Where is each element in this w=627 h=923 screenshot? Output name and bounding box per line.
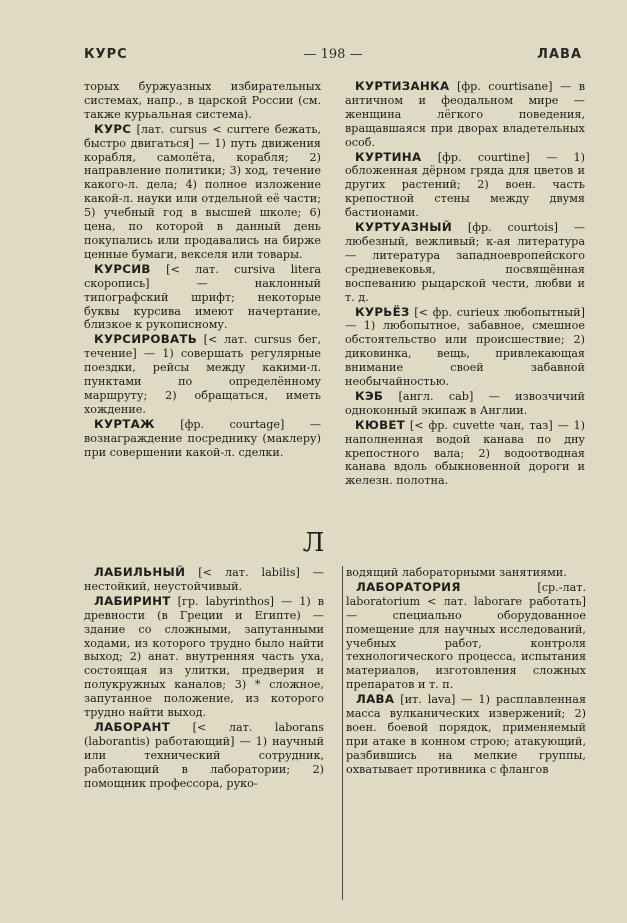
entry-headword: ЛАВА: [356, 692, 395, 707]
dictionary-entry: [345, 390, 585, 418]
dictionary-entry: [84, 123, 321, 262]
dictionary-entry: [84, 418, 321, 460]
dictionary-entry: [84, 595, 324, 720]
entry-headword: КУРТИНА: [355, 149, 422, 164]
entry-definition: [< фр. curieux любопытный] — 1) любопытное, забавное, смешное обстоятельство или происшествие; 2) диковинка, вещь, привлекающая внимание своей забавной необычайностью.: [345, 305, 586, 389]
entry-definition: [< лат. cursus бег, течение] — 1) совершать регулярные поездки, рейсы между какими-л. пунктами по определённому маршруту; 2) обращаться, иметь хождение.: [84, 333, 321, 416]
entry-definition: [< лат. cursiva litera скоропись] — наклонный типографский шрифт; некоторые буквы курсива имеют начертание, близкое к рукописному.: [84, 262, 321, 332]
entry-headword: ЛАБИЛЬНЫЙ: [94, 565, 186, 579]
entry-definition: [фр. courtine] — 1) обложенная дёрном гряда для цветов и других растений; 2) воен. часть крепостной стены между двумя бастионами.: [345, 150, 585, 220]
entry-headword: КУРСИРОВАТЬ: [94, 332, 198, 347]
running-header: [84, 47, 582, 67]
entry-headword: КУРЬЁЗ: [355, 304, 410, 319]
entry-definition: [гр. labyrinthos] — 1) в древности (в Греции и Египте) — здание со сложными, запутанными ходами, из которого трудно было найти выход; 2) анат. внутренняя часть уха, состоящая из улитки, предверия и полукружных каналов; 3) * сложное, запутанное положение, из которого трудно найти выход.: [84, 594, 324, 720]
dictionary-entry: [84, 80, 321, 122]
dictionary-entry: [84, 333, 321, 416]
entry-headword: КУРТУАЗНЫЙ: [355, 220, 453, 235]
entry-headword: КЮВЕТ: [355, 417, 406, 432]
page-number: — 198 —: [303, 47, 363, 62]
entry-definition: торых буржуазных избирательных системах, напр., в царской России (см. также курьальная система).: [84, 80, 321, 121]
dictionary-entry: [345, 80, 585, 150]
column-lower-left: [84, 566, 324, 792]
entry-headword: КУРСИВ: [94, 261, 151, 276]
entry-definition: [< лат. laborans (laborantis) работающий] — 1) научный или технический сотрудник, работающий в лаборатории; 2) помощник профессора, руко-: [84, 720, 324, 790]
column-lower-right: [346, 566, 586, 778]
entry-definition: [лат. cursus < currere бежать, быстро двигаться] — 1) путь движения корабля, самолёта, корабля; 2) направление политики; 3) ход, течение какого-л. дела; 4) полное изложение какой-л. науки или отдельной её части; 5) учебный год в высшей школе; 6) цена, по которой в данный день покупались или продавались на бирже ценные бумаги, векселя или товары.: [84, 122, 321, 261]
entry-headword: КЭБ: [355, 388, 384, 403]
column-upper-left: [84, 80, 321, 460]
column-upper-right: [345, 80, 585, 489]
dictionary-entry: [345, 306, 585, 389]
entry-headword: ЛАБИРИНТ: [94, 593, 171, 608]
entry-definition: водящий лабораторными занятиями.: [346, 566, 567, 579]
entry-headword: КУРТИЗАНКА: [355, 79, 450, 93]
dictionary-entry: [84, 263, 321, 333]
entry-headword: ЛАБОРАНТ: [94, 719, 171, 734]
entry-headword: ЛАБОРАТОРИЯ: [356, 579, 461, 594]
entry-definition: [фр. courtage] — вознаграждение посреднику (маклеру) при совершении какой-л. сделки.: [84, 417, 321, 459]
entry-definition: [< фр. cuvette чан, таз] — 1) наполненная водой канава по дну крепостного вала; 2) водоотводная канава вдоль обыкновенной дороги и железн. полотна.: [345, 418, 586, 488]
dictionary-entry: [346, 581, 586, 692]
dictionary-entry: [346, 566, 586, 580]
column-divider: [342, 566, 343, 900]
entry-definition: [ит. lava] — 1) расплавленная масса вулканических извержений; 2) воен. боевой порядок, применяемый при атаке в конном строю; атакующий, разбившись на мелкие группы, охватывает противника с флангов: [346, 693, 586, 776]
header-first-word: КУРС: [84, 47, 128, 62]
entry-definition: [фр. courtisane] — в античном и феодальном мире — женщина лёгкого поведения, вращавшаяся при дворах владетельных особ.: [345, 80, 585, 149]
entry-headword: КУРТАЖ: [94, 416, 155, 431]
entry-definition: [ср.-лат. laboratorium < лат. laborare работать] — специально оборудованное помещение для научных исследований, учебных работ, контроля технологического процесса, испытания материалов, изготовления сложных препаратов и т. п.: [346, 580, 586, 692]
entry-definition: [англ. cab] — извозчичий одноконный экипаж в Англии.: [345, 389, 585, 417]
header-last-word: ЛАВА: [537, 47, 582, 62]
dictionary-entry: [84, 721, 324, 791]
dictionary-entry: [345, 151, 585, 221]
dictionary-entry: [345, 419, 585, 489]
dictionary-entry: [345, 221, 585, 304]
section-letter: Л: [302, 528, 325, 558]
dictionary-entry: [84, 566, 324, 594]
entry-definition: [< лат. labilis] — нестойкий, неустойчивый.: [84, 566, 324, 593]
entry-definition: [фр. courtois] — любезный, вежливый; к-ая литература — литература западноевропейского средневековья, посвящённая воспеванию рыцарской чести, любви и т. д.: [345, 221, 585, 304]
entry-headword: КУРС: [94, 121, 132, 136]
dictionary-entry: [346, 693, 586, 776]
